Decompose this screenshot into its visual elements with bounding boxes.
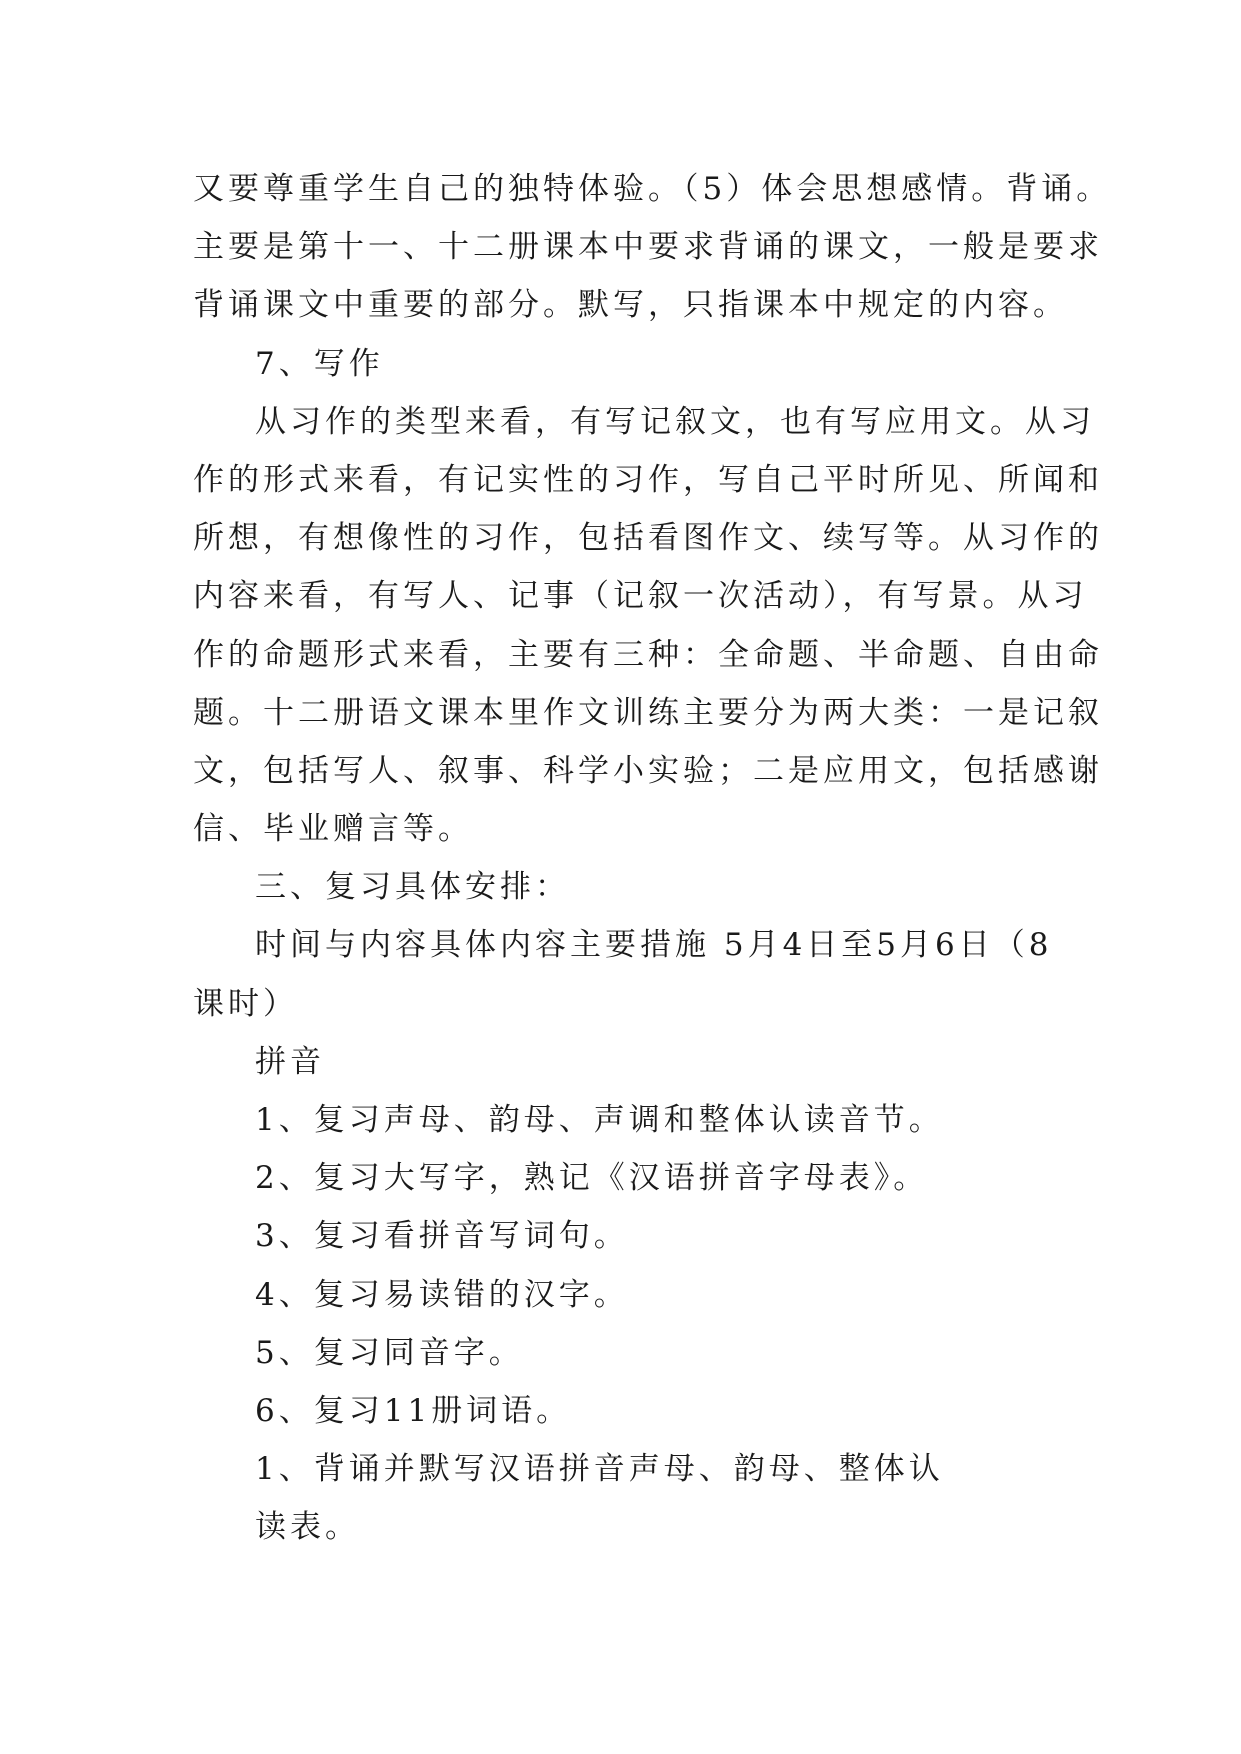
list-item: 1、背诵并默写汉语拼音声母、韵母、整体认 xyxy=(255,1451,944,1488)
text-line: 又要尊重学生自己的独特体验。（5）体会思想感情。背诵。 xyxy=(193,171,1112,207)
text-line: 作的命题形式来看，主要有三种：全命题、半命题、自由命 xyxy=(193,636,1103,673)
list-item: 2、复习大写字，熟记《汉语拼音字母表》。 xyxy=(255,1160,929,1197)
text-line: 题。十二册语文课本里作文训练主要分为两大类：一是记叙 xyxy=(193,694,1103,731)
list-item: 读表。 xyxy=(255,1509,360,1546)
text-line: 文，包括写人、叙事、科学小实验；二是应用文，包括感谢 xyxy=(193,752,1103,789)
section-heading: 三、复习具体安排： xyxy=(255,869,570,906)
text-line: 背诵课文中重要的部分。默写，只指课本中规定的内容。 xyxy=(193,287,1068,324)
list-item: 6、复习11册词语。 xyxy=(255,1392,572,1429)
text-line: 时间与内容具体内容主要措施 5月4日至5月6日（8 xyxy=(255,927,1053,964)
subsection-heading: 拼音 xyxy=(255,1043,325,1080)
list-item: 5、复习同音字。 xyxy=(255,1334,524,1371)
text-line: 主要是第十一、十二册课本中要求背诵的课文，一般是要求 xyxy=(193,229,1103,266)
list-item: 1、复习声母、韵母、声调和整体认读音节。 xyxy=(255,1102,944,1138)
section-heading: 7、写作 xyxy=(255,345,384,382)
text-line: 信、毕业赠言等。 xyxy=(193,811,473,848)
text-line: 课时） xyxy=(193,985,298,1022)
document-body xyxy=(193,160,1112,1557)
text-line: 内容来看，有写人、记事（记叙一次活动），有写景。从习 xyxy=(193,578,1088,615)
text-line: 作的形式来看，有记实性的习作，写自己平时所见、所闻和 xyxy=(193,461,1103,498)
list-item: 3、复习看拼音写词句。 xyxy=(255,1218,629,1255)
text-line: 从习作的类型来看，有写记叙文，也有写应用文。从习 xyxy=(255,403,1095,440)
text-line: 所想，有想像性的习作，包括看图作文、续写等。从习作的 xyxy=(193,520,1103,557)
list-item: 4、复习易读错的汉字。 xyxy=(255,1276,629,1313)
